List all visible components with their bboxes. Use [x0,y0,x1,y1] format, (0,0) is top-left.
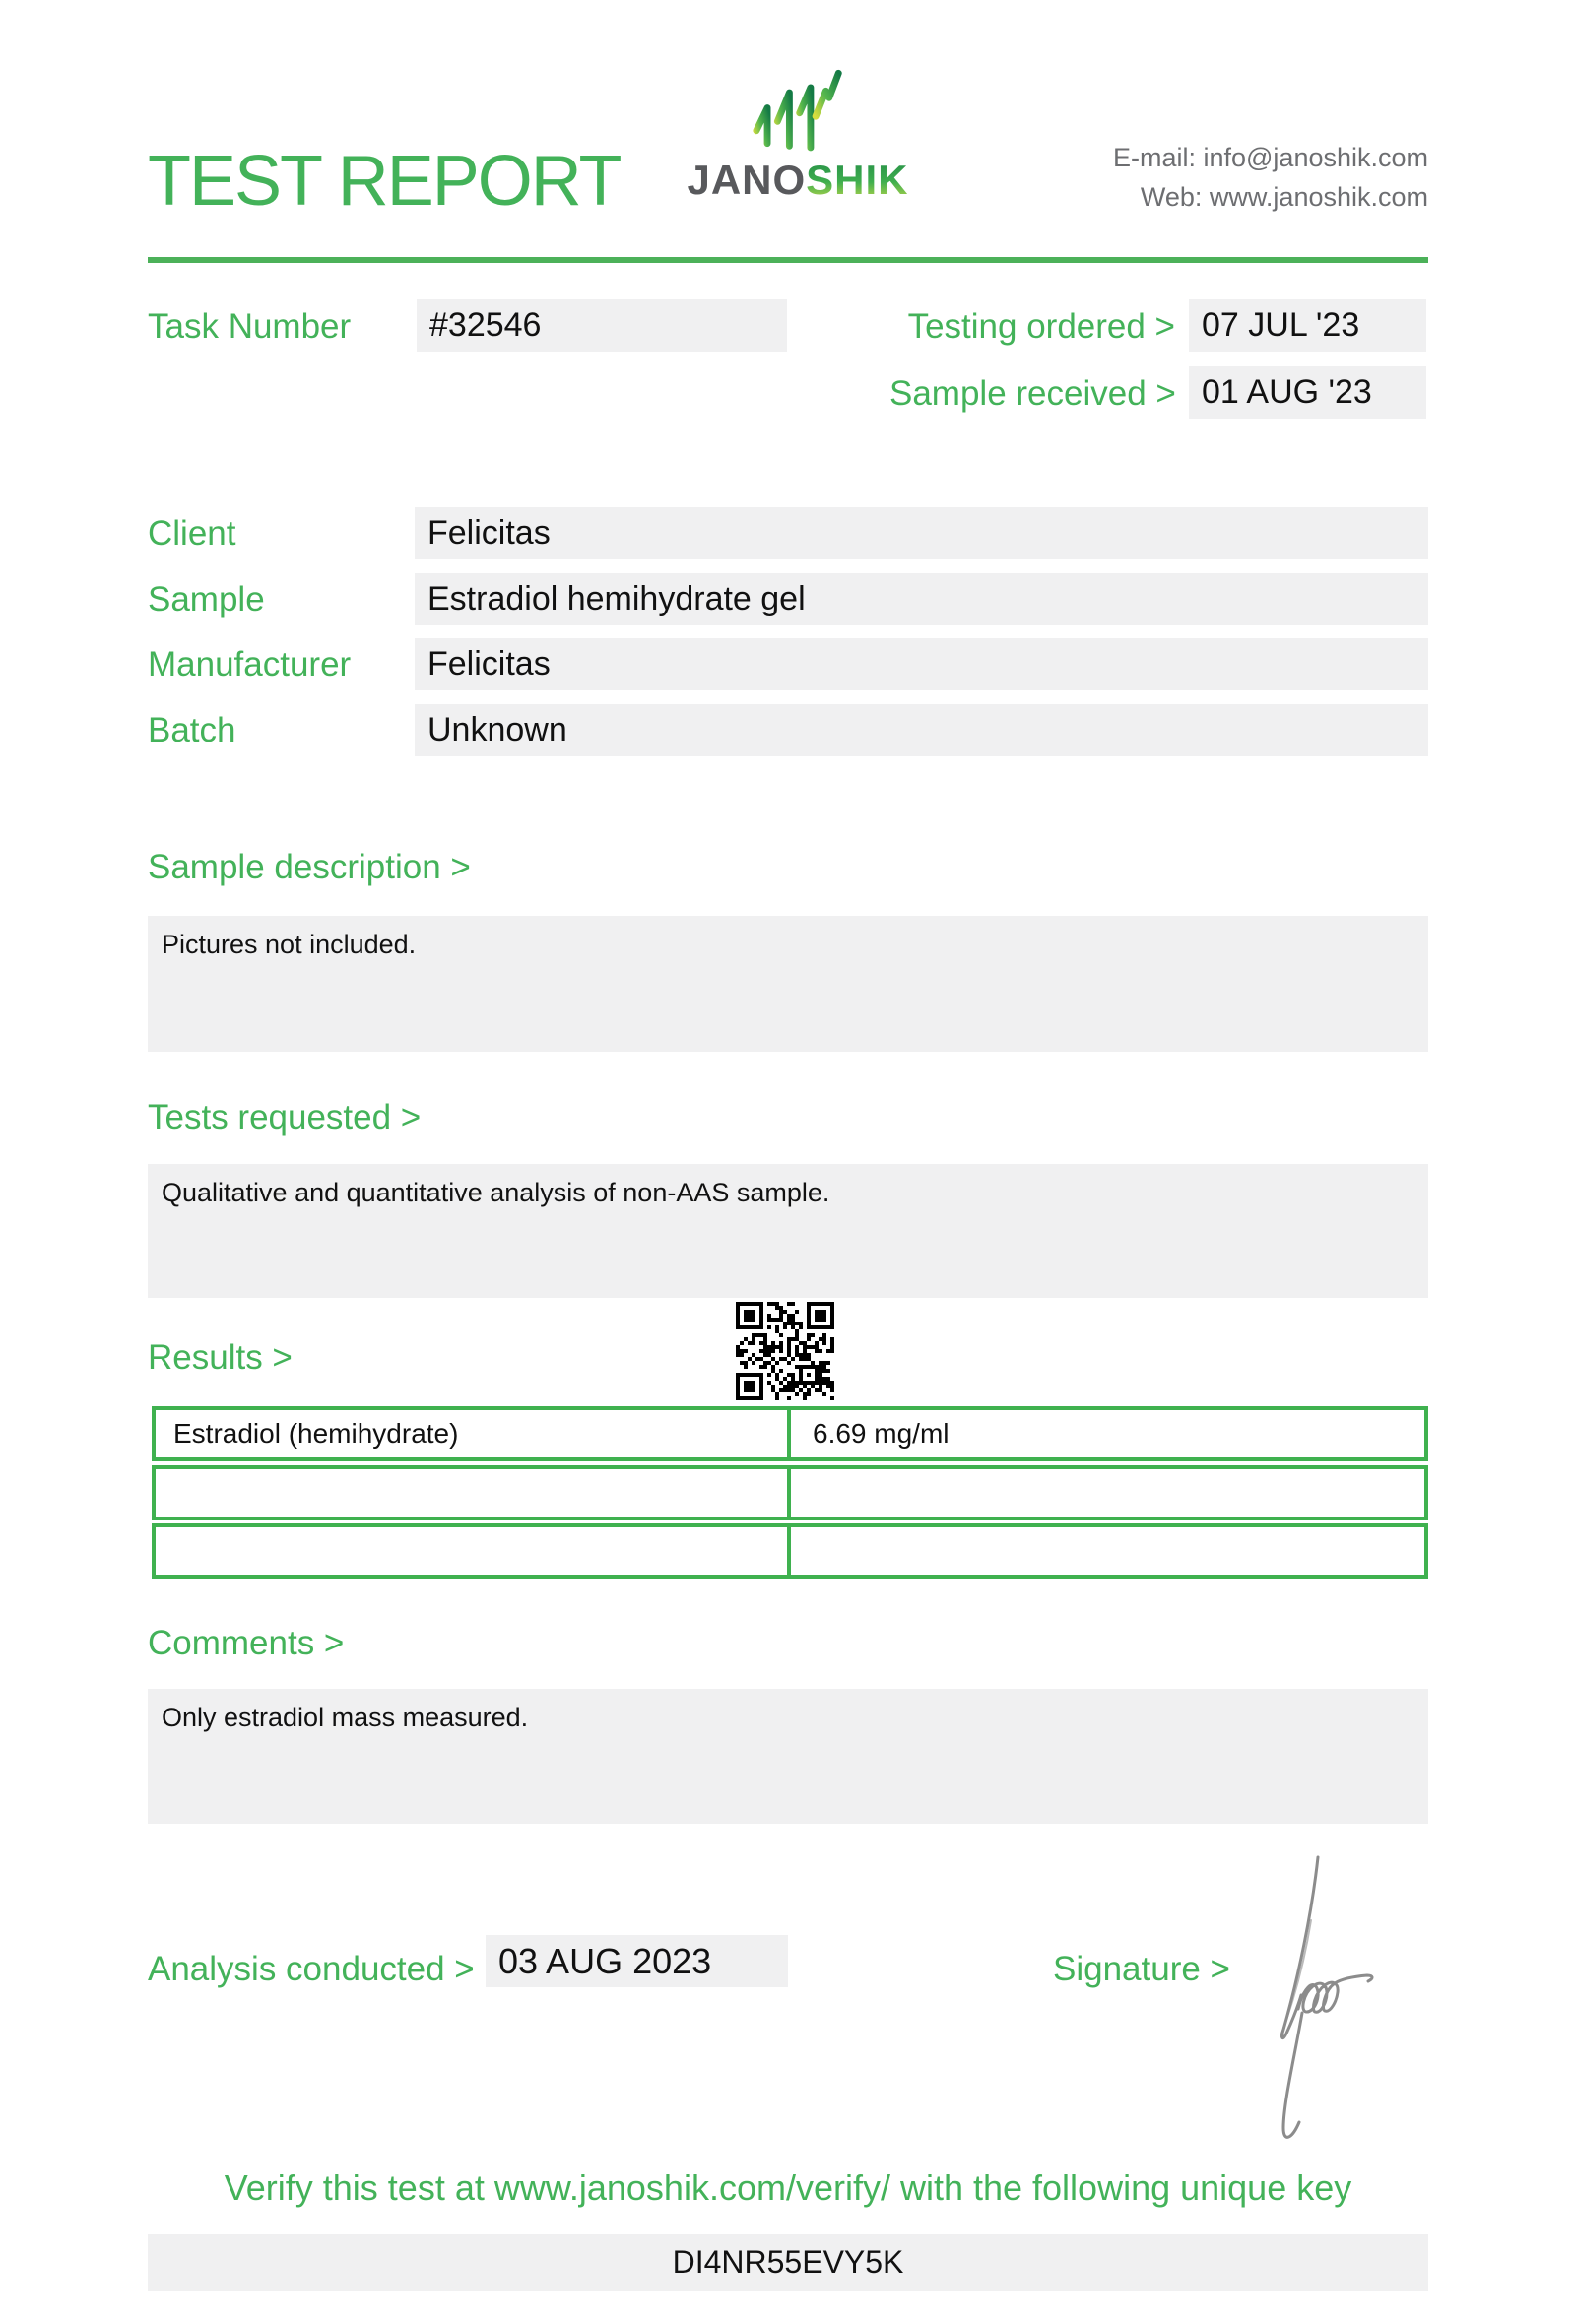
manufacturer-value: Felicitas [415,638,1428,690]
results-heading: Results > [148,1338,293,1377]
results-table-row [152,1406,1428,1461]
result-value [791,1527,1424,1575]
result-analyte: Estradiol (hemihydrate) [156,1410,791,1457]
brand-jano: JANO [687,157,807,203]
comments-heading: Comments > [148,1624,345,1662]
page-title: TEST REPORT [148,142,621,221]
contact-info [1113,138,1428,217]
verify-instruction: Verify this test at www.janoshik.com/verify/ with the following unique key [224,2167,1352,2208]
sample-description-heading: Sample description > [148,848,471,886]
result-value [791,1469,1424,1517]
tests-requested-heading: Tests requested > [148,1098,422,1136]
comments-box: Only estradiol mass measured. [148,1689,1428,1824]
email-value: info@janoshik.com [1203,143,1428,172]
contact-web-line [1113,177,1428,217]
task-number-value: #32546 [417,299,787,352]
sample-label: Sample [148,580,265,618]
results-table-row [152,1465,1428,1520]
tests-requested-box: Qualitative and quantitative analysis of non-AAS sample. [148,1164,1428,1298]
client-value: Felicitas [415,507,1428,559]
result-analyte [156,1469,791,1517]
testing-ordered-label: Testing ordered > [907,307,1175,346]
results-table-row [152,1523,1428,1579]
analysis-conducted-label: Analysis conducted > [148,1950,475,1988]
web-label: Web: [1140,182,1203,212]
client-label: Client [148,514,236,552]
unique-key-value: DI4NR55EVY5K [148,2234,1428,2291]
janoshik-logo [680,69,916,201]
email-label: E-mail: [1112,143,1196,172]
signature-label: Signature > [1053,1950,1230,1988]
testing-ordered-value: 07 JUL '23 [1189,299,1426,352]
analysis-date-value: 03 AUG 2023 [486,1935,788,1987]
qr-code [736,1302,834,1400]
manufacturer-label: Manufacturer [148,645,352,683]
header-divider [148,257,1428,263]
brand-wordmark [680,157,916,203]
batch-label: Batch [148,711,236,749]
growth-chart-icon [751,69,845,154]
sample-value: Estradiol hemihydrate gel [415,573,1428,625]
handwritten-signature [1233,1830,1430,2155]
result-analyte [156,1527,791,1575]
result-value: 6.69 mg/ml [813,1418,950,1449]
batch-value: Unknown [415,704,1428,756]
sample-received-value: 01 AUG '23 [1189,366,1426,419]
contact-email-line [1113,138,1428,177]
sample-description-box: Pictures not included. [148,916,1428,1052]
brand-shik: SHIK [806,157,909,203]
web-value: www.janoshik.com [1209,182,1428,212]
task-number-label: Task Number [148,307,352,346]
sample-received-label: Sample received > [889,374,1176,413]
